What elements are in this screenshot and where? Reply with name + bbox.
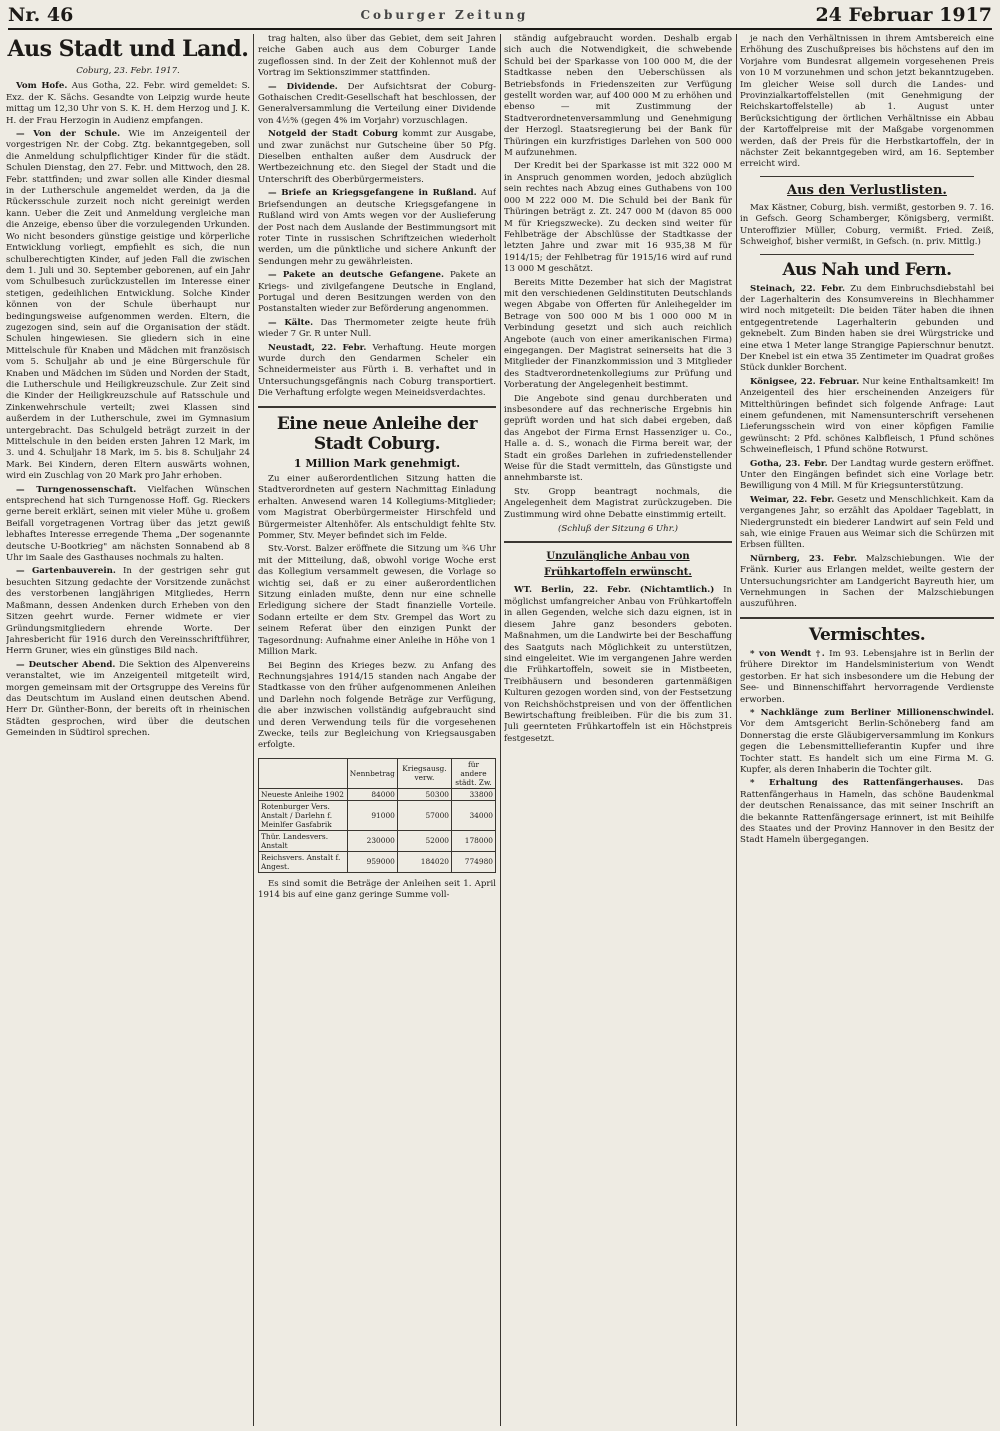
table-cell: 50300 [397,788,451,800]
table-cell: Rotenburger Vers. Anstalt / Darlehn f. Meinlfer Gasfabrik [259,800,348,830]
issue-date: 24 Februar 1917 [815,4,992,26]
column-3 [504,34,732,1426]
article-text: je nach den Verhältnissen in ihrem Amtsbereich eine Erhöhung des Zuschußpreises bis höchstens auf den im Vorjahre vom Bundesrat allgemein vorgesehenen Preis von 10 M vorzunehmen und schon jetzt bekanntzugeben. Im gleicher Weise soll durch die Landes- und Provinzialkartoffelstellen (mit Genehmigung der Reichskartoffelstelle) ab 1. August unter Berücksichtigung der örtlichen Verhältnisse ein Abbau der Kartoffelpreise mit der Maßgabe vorgenommen werden, daß der Preis für die Herbstkartoffeln, der in nächster Zeit bekanntgegeben wird, am 16. September erreicht wird. [740,34,994,170]
table-header: für andere städt. Zw. [451,758,495,788]
column-rule [500,34,501,1426]
table-header: Kriegsausg. verw. [397,758,451,788]
column-1 [6,34,250,1426]
article-neustadt [258,343,496,400]
article-text: Auf Briefsendungen an deutsche Kriegsgefangene in Rußland wird von Amts wegen vor der Auslieferung der Post nach dem Auslande der Bestimmungsort mit roter Tinte in russischen Schriftzeichen wiederholt werden, um die pünktliche und sichere Ankunft der Sendungen mehr zu gewährleisten. [258,188,496,267]
article-lead: — Turngenossenschaft. [16,484,137,495]
table-cell: 33800 [451,788,495,800]
table-row [259,788,496,800]
article-text: Zu dem Einbruchsdiebstahl bei der Lagerhalterin des Konsumvereins in Blechhammer wird noch mitgeteilt: Die beiden Täter haben die ihnen entgegentretende Lagerhalterin gebunden und geknebelt. Zum Binden haben sie drei Würgstricke und eine etwa 1 Meter lange Strangige Papierschnur benutzt. Der Knebel ist ein etwa 35 Zentimeter im Quadrat großes Stück dunkler Borchent. [740,283,994,374]
article-text: Der Aufsichtsrat der Coburg-Gothaischen Credit-Gesellschaft hat beschlossen, der Generalversammlung die Verteilung einer Dividende von 4½% (gegen 4% im Vorjahr) vorzuschlagen. [258,81,496,126]
article-text: Wie im Anzeigenteil der vorgestrigen Nr. der Cobg. Ztg. bekanntgegeben, soll die Anmeldung schulpflichtiger Kinder für die städt. Schulen Dienstag, den 27. Febr. und Mittwoch, den 28. Febr. stattfinden; und zwar sollen alle Kinder diesmal in der Lutherschule angemeldet werden, da ja die Rückersschule zurzeit noch nicht gereinigt werden kann. Ueber die Zeit und Anmeldung vergleiche man die Anzeige, ebenso über die vorzulegenden Urkunden. Wo nicht besonders günstige geistige und körperliche Entwicklung vorliegt, empfiehlt es sich, die nun schulberechtigten Kinder, auf jeden Fall die zwischen dem 1. Juli und 30. September geborenen, auf ein Jahr vom Schulbesuch zurückzustellen im Interesse einer stetigen, gedeihlichen Entwicklung. Solche Kinder können von der Schule überhaupt nur bedingungsweise aufgenommen werden. Eltern, die zugezogen sind, sein auf die Organisation der städt. Schulen hingewiesen. Sie gliedern sich in eine Mittelschule für Knaben und Mädchen mit französisch vom 5. Schuljahr ab und je eine Bürgerschule für Knaben und Mädchen im Süden und Norden der Stadt, die Lutherschule und Heiligkreuzschule. Zur Zeit sind die Kinder der Heiligkreuzschule auf Ratsschule und Zinkenwehrschule verteilt; zwei Klassen sind außerdem in der Lutherschule, zwei im Gymnasium untergebracht. Das Schulgeld beträgt zurzeit in der Mittelschule in den beiden ersten Jahren 12 Mark, im 3. und 4. Schuljahr 18 Mark, im 5. bis 8. Schuljahr 24 Mark. Bei Kindern, deren Eltern auswärts wohnen, wird ein Zuschlag von 20 Mark pro Jahr erhoben. [6,129,250,482]
article-text: Das Rattenfängerhaus in Hameln, das schöne Baudenkmal der deutschen Renaissance, das mit seiner Inschrift an die bekannte Rattenfängersage erinnert, ist mit Beihilfe des Staates und der Provinz Hannover in den Besitz der Stadt Hameln übergegangen. [740,778,994,846]
article-weimar [740,495,994,552]
article-text: In möglichst umfangreicher Anbau von Frühkartoffeln in allen Gegenden, welche sich dazu eignen, ist in diesem Jahre ganz besonders geboten. Maßnahmen, um die Landwirte bei der Beschaffung des Saatguts nach Möglichkeit zu unterstützen, sind eingeleitet. Wie im vergangenen Jahre werden die Frühkartoffeln, soweit sie in Mistbeeten, Treibhäusern und besonderen gartenmäßigen Kulturen gezogen worden sind, von der Festsetzung von Reichshöchstpreisen und von der öffentlichen Bewirtschaftung freibleiben. Für die bis zum 31. Juli geernteten Frühkartoffeln ist ein Höchstpreis festgesetzt. [504,585,732,744]
dateline: Coburg, 23. Febr. 1917. [76,66,180,76]
section-heading-vermischtes: Vermischtes. [808,624,926,645]
table-cell: 230000 [347,830,397,851]
section-heading-stadt-und-land: Aus Stadt und Land. [7,36,249,62]
table-cell: 774980 [451,851,495,872]
article-notgeld [258,129,496,186]
article-schule [6,129,250,483]
article-text: ständig aufgebraucht worden. Deshalb ergab sich auch die Notwendigkeit, die schwebende Schuld bei der Sparkasse von 100 000 M, die der Stadtkasse neben den Ueberschüssen als Betriebsfonds in Friedenszeiten zur Verfügung gestellt worden war, auf 400 000 M zu erhöhen und ebenso — mit Zustimmung der Stadtverordnetenversammlung und Genehmigung der Herzogl. Staatsregierung bei der Bank für Thüringen ein kurzfristiges Darlehen von 500 000 M aufzunehmen. [504,34,732,159]
article-text: Im 93. Lebensjahre ist in Berlin der frühere Direktor im Handelsministerium von Wendt gestorben. Er hat sich insbesondere um die Hebung der See- und Binnenschiffahrt hervorragende Verdienste erworben. [740,648,994,705]
divider [258,406,496,408]
table-row [259,851,496,872]
article-lead: — Von der Schule. [16,129,121,140]
article-lead: * Erhaltung des Rattenfängerhauses. [750,778,964,789]
headline-anleihe: Eine neue Anleihe der Stadt Coburg. [276,413,478,454]
article-text: kommt zur Ausgabe, und zwar zunächst nur Gutscheine über 50 Pfg. Dieselben enthalten außer dem Ausdruck der Wertbezeichnung etc. den Siegel der Stadt und die Unterschrift des Oberbürgermeisters. [258,129,496,185]
issue-number: Nr. 46 [8,4,74,26]
article-pakete [258,270,496,316]
article-millionenschwindel [740,708,994,776]
paper-name: Coburger Zeitung [360,8,529,22]
article-text: Verhaftung. Heute morgen wurde durch den Gendarmen Scheler ein Schneidermeister aus Fürth i. B. verhaftet und in Untersuchungsgefängnis nach Coburg transportiert. Die Verhaftung erfolgte wegen Meineidsverdachtes. [258,342,496,399]
article-lead: WT. Berlin, 22. Febr. (Nichtamtlich.) [514,585,715,596]
article-lead: Gotha, 23. Febr. [750,458,828,469]
article-lead: * von Wendt †. [750,648,825,659]
article-text: Pakete an Kriegs- und zivilgefangene Deutsche in England, Portugal und deren Besitzungen werden von den Postanstalten wieder zur Beförderung angenommen. [258,270,496,315]
table-cell: Thür. Landesvers. Anstalt [259,830,348,851]
table-cell: 52000 [397,830,451,851]
headline-fruehkartoffeln: Unzulängliche Anbau von Frühkartoffeln erwünscht. [544,551,692,579]
table-cell: Reichsvers. Anstalt f. Angest. [259,851,348,872]
article-fruehkartoffeln [504,585,732,745]
article-turngenossenschaft [6,485,250,565]
article-text: Die Sektion des Alpenvereins veranstaltet, wie im Anzeigenteil mitgeteilt wird, morgen gemeinsam mit der Ortsgruppe des Vereins für das Deutschtum im Ausland einen deutschen Abend. Herr Dr. Günther-Bonn, der bereits oft in rheinischen Städten gesprochen, wird über die deutschen Gemeinden in Südtirol sprechen. [6,659,250,739]
article-nuernberg [740,554,994,611]
table-row [259,830,496,851]
article-steinach [740,284,994,375]
article-von-wendt [740,649,994,706]
article-lead: — Gartenbauverein. [16,566,116,577]
table-cell: 178000 [451,830,495,851]
article-lead: * Nachklänge zum Berliner Millionenschwindel. [750,707,994,718]
article-text: Bereits Mitte Dezember hat sich der Magistrat mit den verschiedenen Geldinstituten Deutschlands wegen Abgabe von Offerten für Anleihegelder im Betrage von 500 000 M bis 1 000 000 M in Verbindung gesetzt und sich auch reichlich Angebote (auch von einer amerikanischen Firma) eingegangen. Der Magistrat seinerseits hat die 3 Mitglieder der Finanzkommission und 3 Mitglieder des Stadtverordnetenkollegiums zur Prüfung und Vorberatung der Angelegenheit bestimmt. [504,277,732,391]
subheadline-anleihe: 1 Million Mark genehmigt. [293,456,461,470]
article-text: Vielfachen Wünschen entsprechend hat sich Turngenosse Hoff. Gg. Rieckers gerne bereit erklärt, seinen mit vieler Mühe u. großem Beifall vorgetragenen Vortrag über das jetzt gewiß lebhaftes Interesse erregende Thema „Der sogenannte deutsche U-Bootkrieg" am nächsten Sonnabend ab 8 Uhr im Saale des Gasthauses nochmals zu halten. [6,484,250,564]
article-lead: — Pakete an deutsche Gefangene. [268,270,445,281]
article-lead: — Deutscher Abend. [16,659,116,670]
article-lead: — Briefe an Kriegsgefangene in Rußland. [268,188,477,199]
article-text: Bei Beginn des Krieges bezw. zu Anfang des Rechnungsjahres 1914/15 standen nach Angabe der Stadtkasse von den früher aufgenommenen Anleihen und Darlehn noch folgende Beträge zur Verfügung, die aber inzwischen vollständig aufgebraucht sind und deren Verwendung teils für die vorgesehenen Zwecke, teils zur Begleichung von Kriegsausgaben erfolgte. [258,660,496,751]
article-koenigsee [740,377,994,457]
column-4 [740,34,994,1426]
article-text: Malzschiebungen. Wie der Fränk. Kurier aus Erlangen meldet, weilte gestern der Untersuchungsrichter am Landgericht Bayreuth hier, um Vernehmungen in Sachen der Malzschiebungen auszuführen. [740,553,994,610]
article-lead: Nürnberg, 23. Febr. [750,553,857,564]
article-vom-hofe [6,81,250,127]
article-text: Die Angebote sind genau durchberaten und insbesondere auf das rechnerische Ergebnis hin geprüft worden und hat sich dabei ergeben, daß das Angebot der Firma Ernst Hassenziger u. Co., Halle a. d. S., wonach die Firma bereit war, der Stadt ein großes Darlehen in zufriedenstellender Weise für die Stadt vermitteln, das Günstigste und annehmbarste ist. [504,393,732,484]
column-rule [736,34,737,1426]
column-2 [258,34,496,1426]
article-rattenfaengerhaus [740,778,994,846]
table-header: Nennbetrag [347,758,397,788]
article-lead: Vom Hofe. [16,81,68,92]
article-kaelte [258,318,496,341]
table-cell: 34000 [451,800,495,830]
article-text: Zu einer außerordentlichen Sitzung hatten die Stadtverordneten auf gestern Nachmittag Einladung erhalten. Anwesend waren 14 Kollegiums-Mitglieder; vom Magistrat Oberbürgermeister Hirschfeld und Bürgermeister Altenhöfer. Als entschuldigt fehlte Stv. Pommer, Stv. Meyer befindet sich im Felde. [258,474,496,542]
article-lead: — Dividende. [268,81,338,92]
article-dividende [258,82,496,128]
table-cell: 959000 [347,851,397,872]
section-heading-nah-und-fern: Aus Nah und Fern. [782,259,952,280]
table-cell: 57000 [397,800,451,830]
article-lead: Notgeld der Stadt Coburg [268,129,398,140]
section-heading-verlustlisten: Aus den Verlustlisten. [787,182,947,198]
article-lead: — Kälte. [268,317,314,328]
article-text: Das Thermometer zeigte heute früh wieder 7 Gr. R unter Null. [258,317,496,340]
article-deutscher-abend [6,660,250,740]
article-text: Stv. Gropp beantragt nochmals, die Angelegenheit dem Magistrat zurückzugeben. Die Zustimmung wird ohne Debatte einstimmig erteilt. [504,486,732,520]
table-header-row [259,758,496,788]
divider [760,254,974,255]
loan-table [258,758,496,873]
article-text: Stv.-Vorst. Balzer eröffnete die Sitzung um ¾6 Uhr mit der Mitteilung, daß, obwohl vorige Woche erst das Kollegium versammelt gewesen, die Vorlage so wichtig sei, daß er zu einer außerordentlichen Sitzung einladen mußte, denn nur eine schnelle Erledigung sichere der Stadt finanzielle Vorteile. Sodann erteilte er dem Stv. Grempel das Wort zu seinem Referat über den einzigen Punkt der Tagesordnung: Aufnahme einer Anleihe in Höhe von 1 Million Mark. [258,544,496,658]
article-lead: Weimar, 22. Febr. [750,494,835,505]
article-text: Der Landtag wurde gestern eröffnet. Unter den Eingängen befindet sich eine Vorlage betr. Bewilligung von 4 Mill. M für Kriegsunterstützung. [740,458,994,492]
table-header [259,758,348,788]
article-text: Es sind somit die Beträge der Anleihen seit 1. April 1914 bis auf eine ganz geringe Summe voll- [258,878,496,901]
article-lead: Neustadt, 22. Febr. [268,342,367,353]
closing-note: (Schluß der Sitzung 6 Uhr.) [558,524,678,535]
article-text: Der Kredit bei der Sparkasse ist mit 322 000 M in Anspruch genommen worden, jedoch abzüglich sein rechtes nach Abzug eines Guthabens von 100 000 M 222 000 M. Die Schuld bei der Bank für Thüringen beträgt z. Zt. 247 000 M (davon 85 000 M für Kriegszwecke). Zu decken sind weiter für Fehlbeträge der Abschlüsse der Stadtkasse der letzten Jahre und zwar mit 16 935,38 M für 1914/15; der Fehlbetrag für 1915/16 wird auf rund 13 000 M geschätzt. [504,161,732,275]
article-briefe [258,188,496,268]
article-text: Aus Gotha, 22. Febr. wird gemeldet: S. Exz. der K. Sächs. Gesandte von Leipzig wurde heute mittag um 12,30 Uhr von S. K. H. dem Herzog und J. K. H. der Frau Herzogin in Audienz empfangen. [6,81,250,126]
article-text: Nur keine Enthaltsamkeit! Im Anzeigenteil des hier erscheinenden Anzeigers für Mittelthüringen befindet sich folgende Anfrage: Laut einem gefundenen, mit Namensunterschrift versehenen Lieferungsschein wird von einer köpfigen Familie gewünscht: 2 Pfd. schönes Kalbfleisch, 1 Pfund schönes Schweinefleisch, 1 Pfund schöne Rotwurst. [740,376,994,456]
article-text: Max Kästner, Coburg, bish. vermißt, gestorben 9. 7. 16. in Gefsch. Georg Schamberger, Königsberg, vermißt. Unteroffizier Müller, Coburg, vermißt. Fried. Zeiß, Schweighof, bisher vermißt, in Gefsch. (n. priv. Mittlg.) [740,202,994,248]
article-text: Vor dem Amtsgericht Berlin-Schöneberg fand am Donnerstag die erste Gläubigerversammlung im Konkurs gegen die Lebensmittellieferantin Kupfer und ihre Tochter statt. Es handelt sich um eine Firma M. G. Kupfer, als deren Inhaberin die Tochter gilt. [740,719,994,775]
divider [760,176,974,177]
table-cell: 184020 [397,851,451,872]
divider [504,541,732,543]
article-text: In der gestrigen sehr gut besuchten Sitzung gedachte der Vorsitzende zunächst des verstorbenen langjährigen Mitgliedes, Herrn Maßmann, dessen Andenken durch Erheben von den Sitzen geehrt wurde. Ferner widmete er vier Gründungsmitgliedern ehrende Worte. Der Jahresbericht für 1916 durch den Vereinsschriftführer, Herrn Gruner, wies ein günstiges Bild nach. [6,566,250,657]
table-row [259,800,496,830]
article-gotha [740,459,994,493]
table-cell: Neueste Anleihe 1902 [259,788,348,800]
article-lead: Steinach, 22. Febr. [750,283,845,294]
column-rule [253,34,254,1426]
article-continued: trag halten, also über das Gebiet, dem seit Jahren reiche Gaben auch aus dem Coburger Lande zugeflossen sind. In der Zeit der Kohlennot muß der Vortrag im Sektionszimmer stattfinden. [258,34,496,79]
masthead [8,2,992,30]
table-cell: 91000 [347,800,397,830]
article-lead: Königsee, 22. Februar. [750,376,860,387]
table-cell: 84000 [347,788,397,800]
article-gartenbauverein [6,566,250,657]
article-text: Gesetz und Menschlichkeit. Kam da vergangenes Jahr, so erzählt das Apoldaer Tageblatt, in Niedergrunstedt ein biederer Landwirt auf sein Feld und sah, wie einige Frauen aus Weimar sich die Schürzen mit Erbsen füllten. [740,494,994,551]
divider [740,617,994,619]
